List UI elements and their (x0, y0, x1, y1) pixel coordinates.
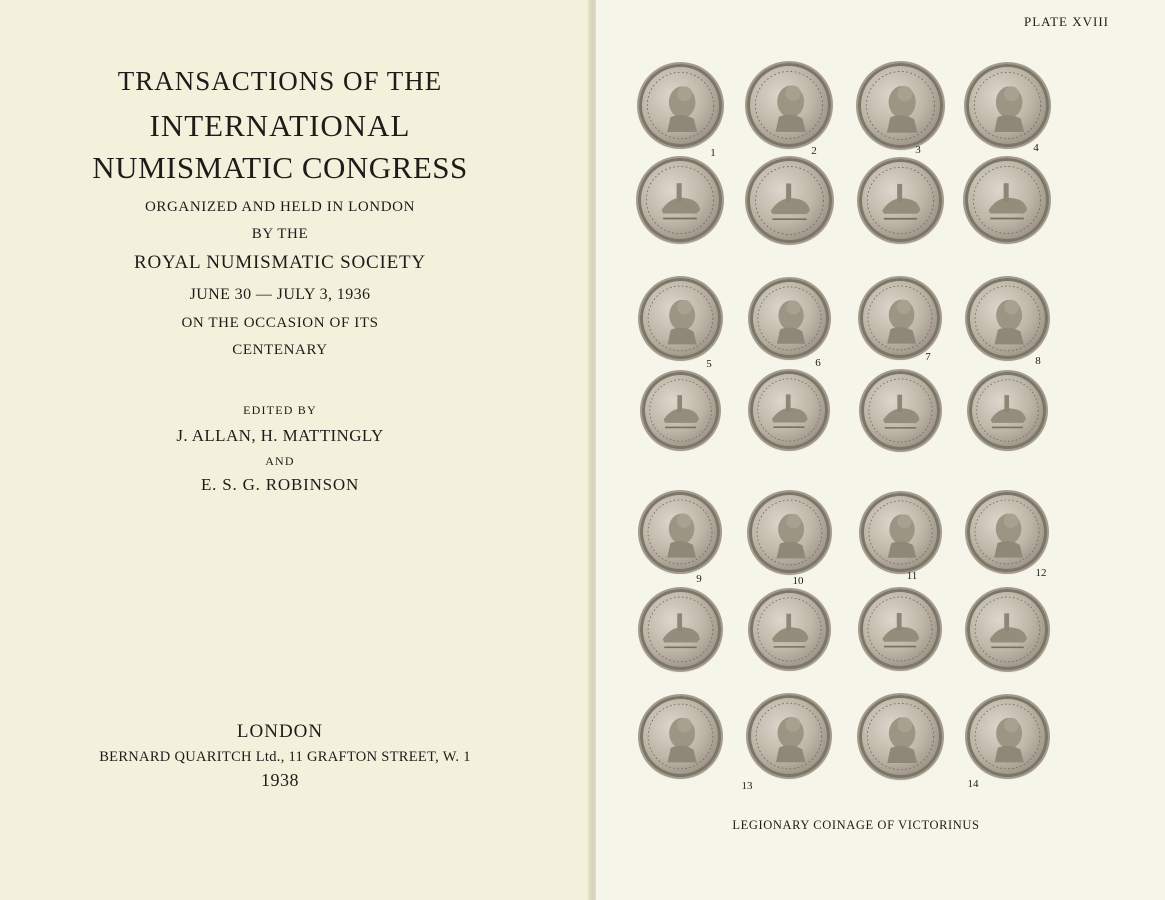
plate-number: 10 (792, 575, 804, 587)
plate-number: 3 (915, 144, 921, 156)
coin-image (967, 492, 1047, 572)
coin-image (967, 696, 1048, 777)
coin-image (966, 64, 1049, 147)
plate-number: 13 (741, 780, 753, 792)
imprint-city: LONDON (236, 721, 324, 742)
plate-number: 12 (1035, 567, 1047, 579)
coin-image (861, 493, 940, 572)
coin-image (859, 695, 942, 778)
editors-and: AND (265, 454, 295, 468)
coin-image (750, 371, 828, 449)
coin-image (640, 278, 721, 359)
coin-image (967, 278, 1048, 359)
plate-number: 11 (906, 570, 918, 582)
plate-number: 7 (925, 351, 931, 363)
coin-image (858, 63, 943, 148)
society-name: ROYAL NUMISMATIC SOCIETY (134, 252, 426, 273)
title-line-1: TRANSACTIONS OF THE (117, 66, 443, 96)
title-line-2: INTERNATIONAL (149, 108, 411, 143)
editors-line-2: E. S. G. ROBINSON (200, 475, 360, 494)
imprint-year: 1938 (261, 770, 299, 790)
coin-image (640, 696, 721, 777)
subtitle-occasion: ON THE OCCASION OF ITS (181, 315, 379, 331)
imprint-publisher: BERNARD QUARITCH Ltd., 11 GRAFTON STREET, W. 1 (99, 749, 471, 765)
plate-number: 2 (811, 145, 817, 157)
coin-image (860, 278, 940, 358)
coin-image (638, 158, 722, 242)
plate-label: PLATE XVIII (1023, 14, 1109, 29)
plate-number: 6 (815, 357, 821, 369)
subtitle-by-the: BY THE (251, 226, 309, 242)
plate-caption: LEGIONARY COINAGE OF VICTORINUS (732, 818, 980, 832)
plate-page (596, 0, 1165, 900)
coin-image (640, 589, 721, 670)
coin-image (750, 279, 829, 358)
coin-image (750, 590, 829, 669)
coin-image (859, 159, 942, 242)
coin-image (748, 695, 830, 777)
coin-image (749, 492, 830, 573)
plate-number: 4 (1033, 142, 1039, 154)
coin-image (861, 371, 940, 450)
coin-image (747, 158, 832, 243)
coin-image (642, 372, 719, 449)
title-line-3: NUMISMATIC CONGRESS (92, 150, 468, 185)
coin-image (639, 64, 722, 147)
coin-image (969, 372, 1046, 449)
coin-image (747, 63, 831, 147)
subtitle-centenary: CENTENARY (232, 342, 328, 358)
coin-image (860, 589, 940, 669)
coin-image (640, 492, 720, 572)
coin-image (967, 589, 1048, 670)
editors-line-1: J. ALLAN, H. MATTINGLY (176, 426, 384, 445)
congress-dates: JUNE 30 — JULY 3, 1936 (189, 286, 371, 303)
coin-image (965, 158, 1049, 242)
plate-number: 5 (706, 358, 712, 370)
plate-number: 14 (967, 778, 979, 790)
plate-number: 1 (710, 147, 716, 159)
subtitle-organized: ORGANIZED AND HELD IN LONDON (144, 199, 416, 215)
edited-by-label: EDITED BY (243, 403, 317, 417)
plate-number: 8 (1035, 355, 1041, 367)
plate-number: 9 (696, 573, 702, 585)
